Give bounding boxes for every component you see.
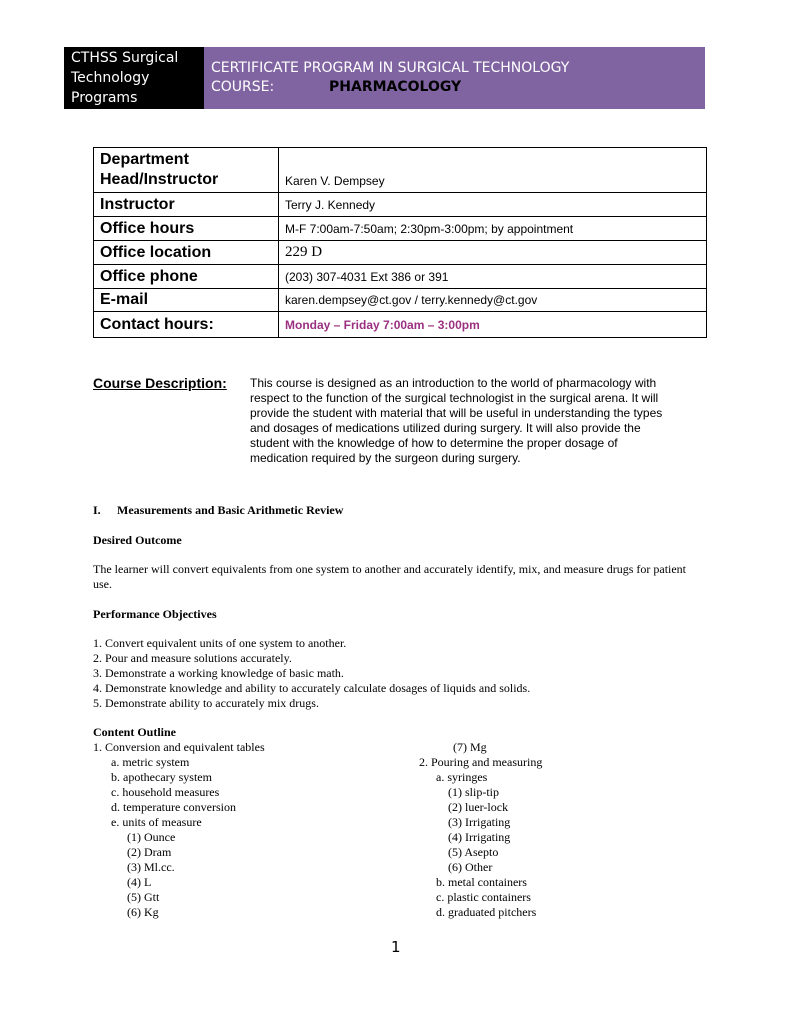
list-item: (6) Kg — [127, 905, 159, 919]
row-label: Office phone — [94, 265, 279, 289]
program-title: CERTIFICATE PROGRAM IN SURGICAL TECHNOLOGY — [211, 60, 570, 76]
row-label: Instructor — [94, 193, 279, 217]
list-item: (1) Ounce — [127, 830, 176, 844]
description-line: respect to the function of the surgical technologist in the surgical arena. It will — [250, 391, 659, 405]
email-value: karen.dempsey@ct.gov / terry.kennedy@ct.gov — [279, 289, 707, 312]
list-item: 4. Demonstrate knowledge and ability to accurately calculate dosages of liquids and solids. — [93, 681, 531, 695]
row-value: Monday – Friday 7:00am – 3:00pm — [279, 312, 707, 338]
row-label: Office hours — [94, 217, 279, 241]
list-item: (4) L — [127, 875, 152, 889]
page-number: 1 — [391, 938, 401, 956]
list-item: (7) Mg — [453, 740, 487, 754]
desired-outcome-heading: Desired Outcome — [93, 533, 182, 547]
list-item: a. metric system — [111, 755, 190, 769]
objectives-list — [93, 636, 530, 711]
objectives-heading: Performance Objectives — [93, 607, 217, 621]
program-badge — [64, 47, 204, 109]
desired-outcome-text: The learner will convert equivalents from one system to another and accurately identify, mix, and measure drugs for patient use. — [93, 562, 687, 591]
list-item: (5) Asepto — [448, 845, 499, 859]
list-item: e. units of measure — [111, 815, 202, 829]
org-line: Technology — [71, 70, 150, 86]
list-item: b. apothecary system — [111, 770, 212, 784]
list-item: (3) Irrigating — [448, 815, 511, 829]
row-label: Contact hours: — [94, 312, 279, 338]
row-value: Karen V. Dempsey — [279, 148, 707, 193]
list-item: c. household measures — [111, 785, 220, 799]
outline-right-column — [419, 740, 542, 920]
row-label: Department Head/Instructor — [94, 148, 279, 193]
description-line: and dosages of medications utilized during surgery. It will also provide the — [250, 421, 641, 435]
row-value: (203) 307-4031 Ext 386 or 391 — [279, 265, 707, 289]
list-item: d. graduated pitchers — [436, 905, 537, 919]
table-row — [94, 217, 707, 241]
course-description-heading: Course Description: — [93, 375, 227, 391]
description-line: student with the knowledge of how to determine the proper dosage of — [250, 436, 618, 450]
table-row — [94, 148, 707, 193]
list-item: (1) slip-tip — [448, 785, 499, 799]
list-item: (2) luer-lock — [448, 800, 509, 814]
row-label: E-mail — [94, 289, 279, 312]
list-item: c. plastic containers — [436, 890, 531, 904]
org-line: CTHSS Surgical — [71, 50, 179, 66]
list-item: 1. Convert equivalent units of one system to another. — [93, 636, 347, 650]
course-description-text — [250, 376, 705, 466]
list-item: (2) Dram — [127, 845, 172, 859]
list-item: (5) Gtt — [127, 890, 160, 904]
row-value: M-F 7:00am-7:50am; 2:30pm-3:00pm; by appointment — [279, 217, 707, 241]
table-row — [94, 289, 707, 312]
list-item: (4) Irrigating — [448, 830, 511, 844]
list-item: 2. Pour and measure solutions accurately. — [93, 651, 292, 665]
program-banner — [204, 47, 705, 109]
section-heading — [93, 503, 343, 518]
course-line — [211, 78, 705, 97]
list-item: d. temperature conversion — [111, 800, 236, 814]
list-item: a. syringes — [436, 770, 488, 784]
table-row — [94, 241, 707, 265]
description-line: medication required by the surgeon during surgery. — [250, 451, 521, 465]
row-value: 229 D — [279, 241, 707, 265]
table-row — [94, 193, 707, 217]
list-item: (3) Ml.cc. — [127, 860, 175, 874]
contact-table — [93, 147, 707, 338]
section-title: Measurements and Basic Arithmetic Review — [117, 503, 344, 517]
list-item: 3. Demonstrate a working knowledge of basic math. — [93, 666, 344, 680]
row-label: Office location — [94, 241, 279, 265]
org-line: Programs — [71, 90, 138, 106]
table-row — [94, 265, 707, 289]
list-item: 5. Demonstrate ability to accurately mix drugs. — [93, 696, 319, 710]
outline-left-column — [93, 740, 265, 920]
list-item: 1. Conversion and equivalent tables — [93, 740, 265, 754]
course-name: PHARMACOLOGY — [329, 79, 462, 95]
list-item: b. metal containers — [436, 875, 527, 889]
section-number: I. — [93, 503, 101, 517]
row-value: Terry J. Kennedy — [279, 193, 707, 217]
description-line: This course is designed as an introduction to the world of pharmacology with — [250, 376, 657, 390]
course-label: COURSE: — [211, 79, 275, 95]
table-row — [94, 312, 707, 338]
description-line: provide the student with material that will be useful in understanding the types — [250, 406, 663, 420]
content-outline-heading: Content Outline — [93, 725, 177, 739]
list-item: 2. Pouring and measuring — [419, 755, 543, 769]
list-item: (6) Other — [448, 860, 493, 874]
